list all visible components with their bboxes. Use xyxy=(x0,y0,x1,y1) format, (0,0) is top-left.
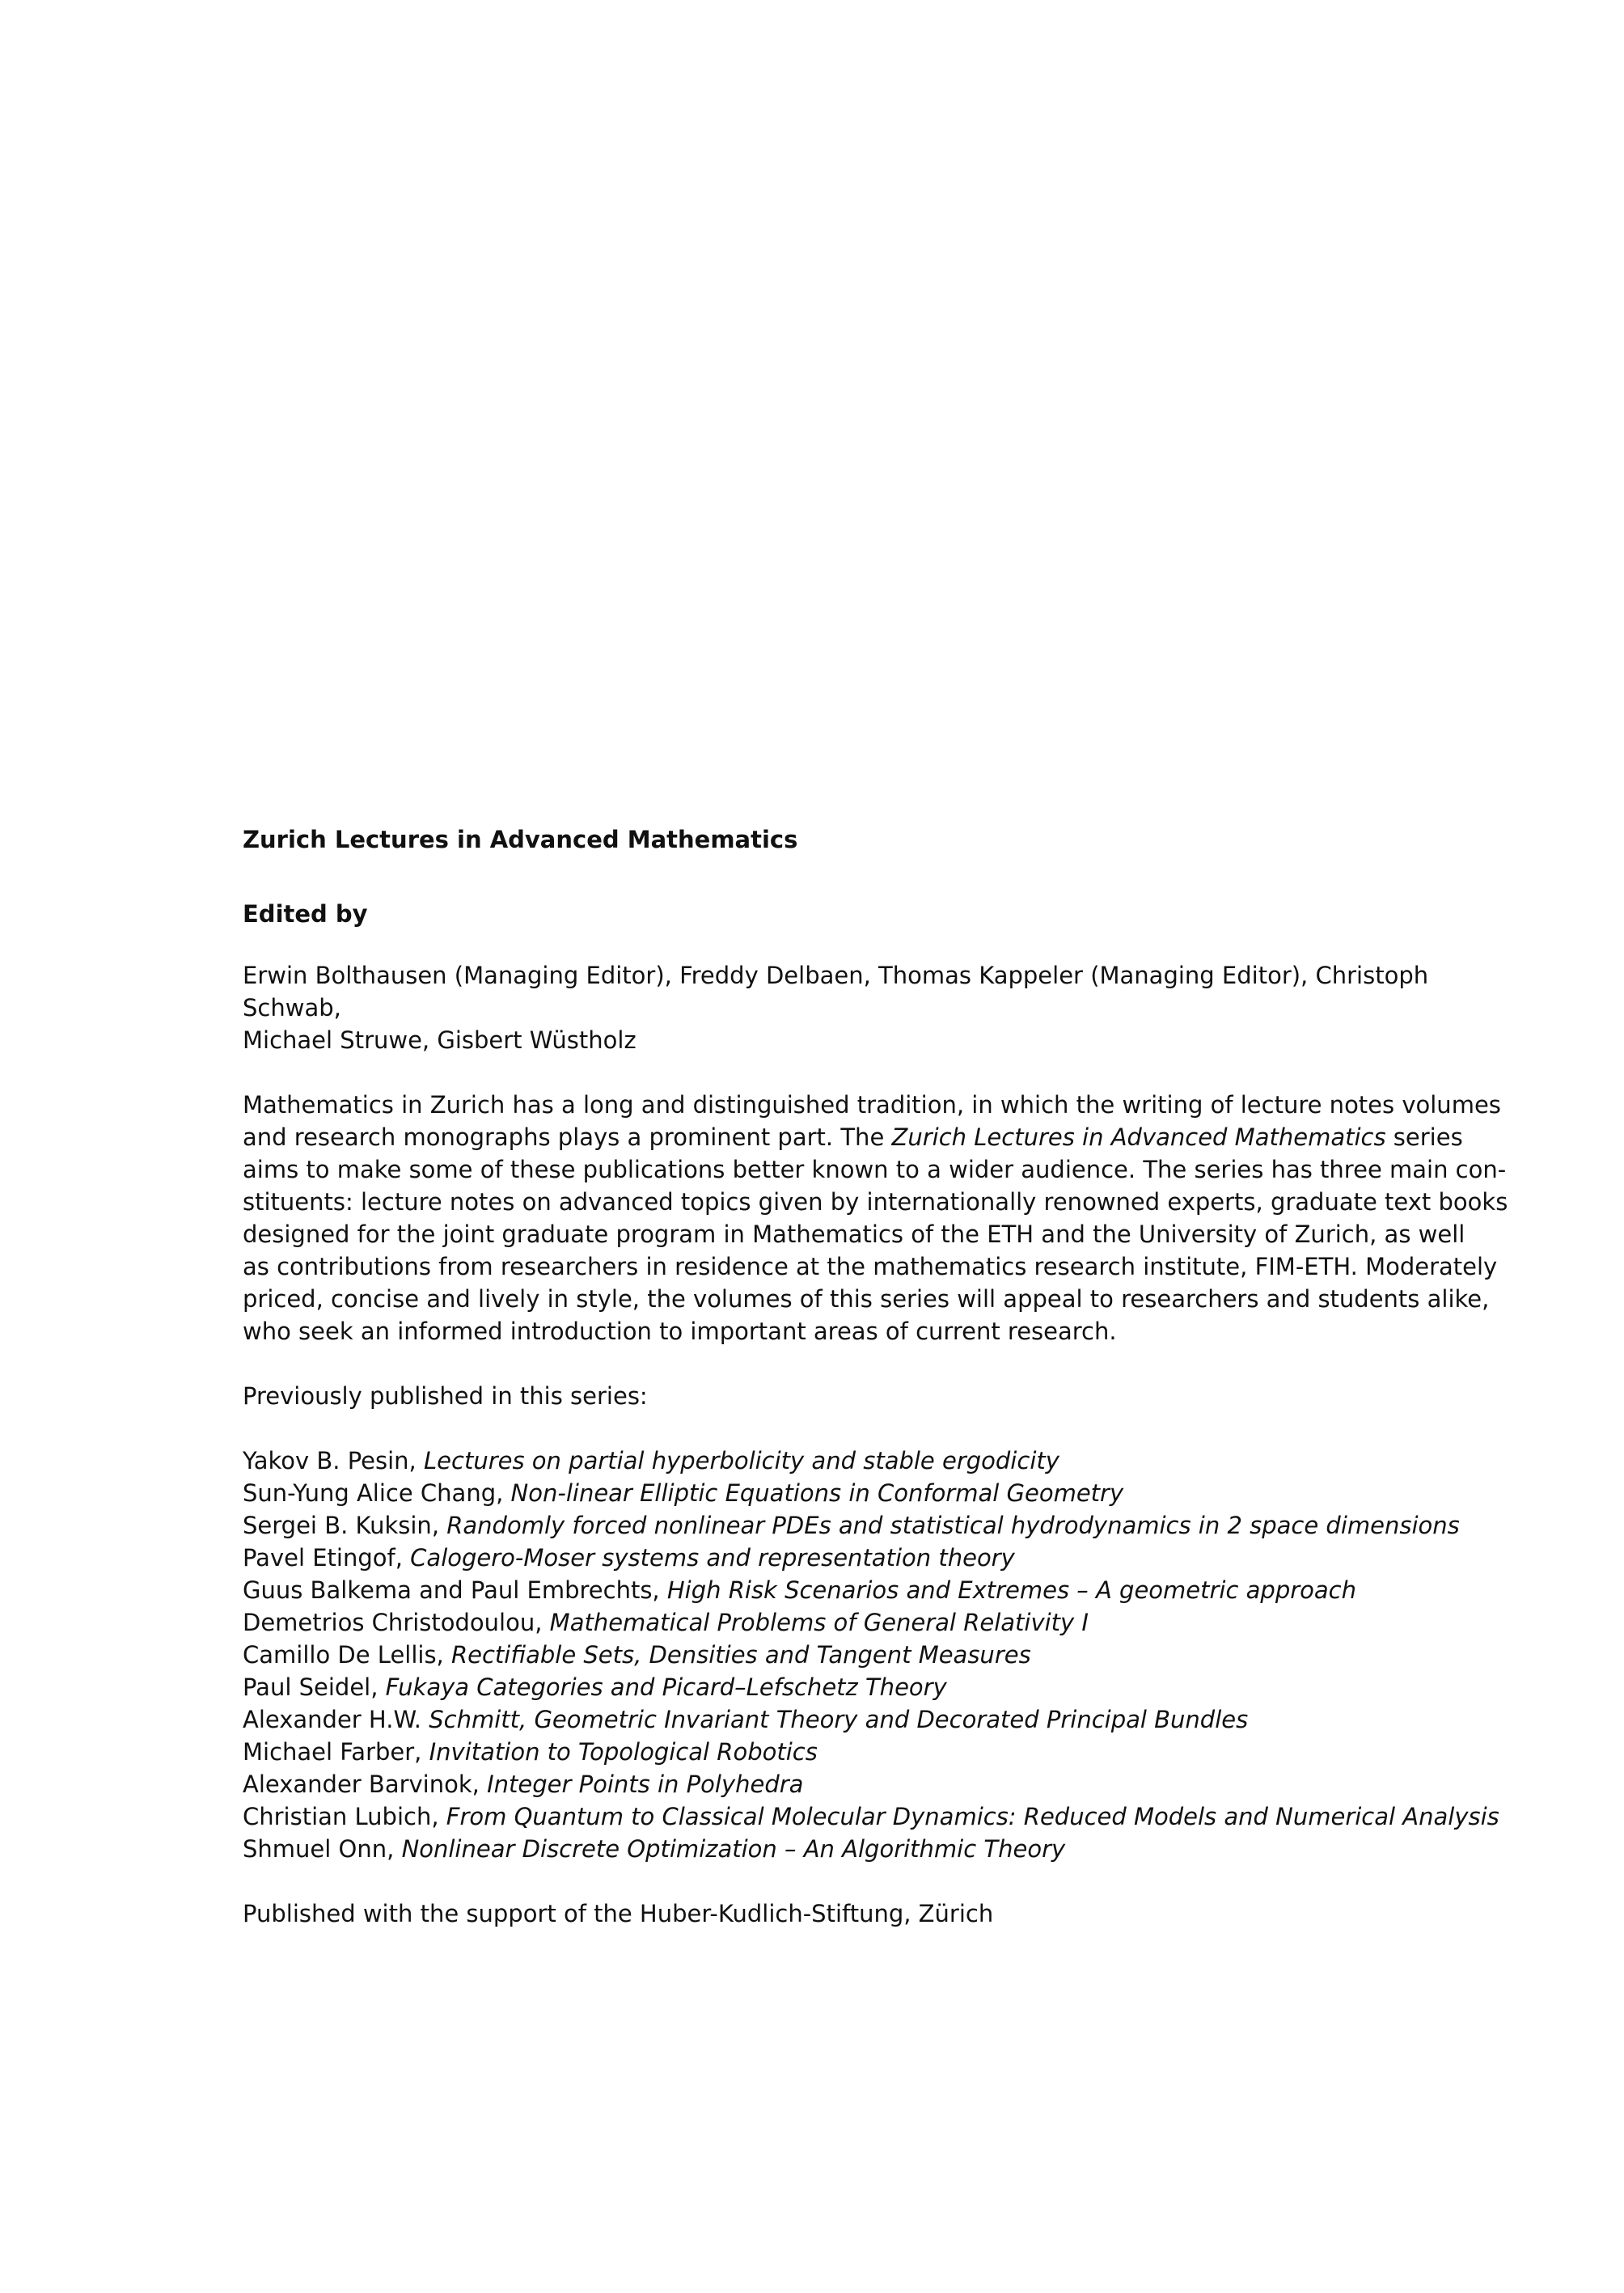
book-author: Sun-Yung Alice Chang, xyxy=(243,1479,511,1507)
book-title: Nonlinear Discrete Optimization – An Algorithmic Theory xyxy=(401,1835,1066,1863)
book-title: Rectifiable Sets, Densities and Tangent Measures xyxy=(451,1641,1031,1669)
book-title: From Quantum to Classical Molecular Dynamics: Reduced Models and Numerical Analysis xyxy=(446,1803,1499,1830)
book-entry xyxy=(243,1703,1440,1736)
book-entry xyxy=(243,1509,1460,1542)
book-author: Yakov B. Pesin, xyxy=(243,1447,424,1474)
book-author: Pavel Etingof, xyxy=(243,1544,411,1572)
series-description xyxy=(243,1089,1508,1347)
book-author: Alexander H.W. xyxy=(243,1706,429,1733)
book-title: Mathematical Problems of General Relativity I xyxy=(549,1609,1089,1636)
description-line: Mathematics in Zurich has a long and distinguished tradition, in which the writing of lecture notes volumes xyxy=(243,1091,1501,1119)
book-author: Camillo De Lellis, xyxy=(243,1641,451,1669)
book-entry xyxy=(243,1445,1440,1477)
book-entry xyxy=(243,1768,1440,1800)
book-title: Invitation to Topological Robotics xyxy=(429,1738,818,1766)
description-line: as contributions from researchers in residence at the mathematics research institute, FIM-ETH. Moderately xyxy=(243,1253,1498,1280)
book-author: Demetrios Christodoulou, xyxy=(243,1609,550,1636)
book-entry xyxy=(243,1833,1440,1865)
book-title: High Risk Scenarios and Extremes – A geometric approach xyxy=(666,1576,1357,1604)
book-title: Lectures on partial hyperbolicity and stable ergodicity xyxy=(424,1447,1059,1474)
editors-line: Michael Struwe, Gisbert Wüstholz xyxy=(243,1026,636,1054)
book-entry xyxy=(243,1736,1440,1768)
book-author: Sergei B. Kuksin, xyxy=(243,1512,447,1539)
description-line xyxy=(243,1121,1463,1153)
series-name-italic: Zurich Lectures in Advanced Mathematics xyxy=(891,1123,1386,1151)
book-author: Paul Seidel, xyxy=(243,1673,386,1701)
description-text: series xyxy=(1385,1123,1463,1151)
editors-line: Erwin Bolthausen (Managing Editor), Freddy Delbaen, Thomas Kappeler (Managing Editor), Christoph Schwab, xyxy=(243,962,1429,1022)
book-list xyxy=(243,1445,1499,1865)
description-line: stituents: lecture notes on advanced topics given by internationally renowned experts, graduate text books xyxy=(243,1188,1508,1216)
description-line: priced, concise and lively in style, the volumes of this series will appeal to researchers and students alike, xyxy=(243,1285,1490,1313)
book-entry xyxy=(243,1542,1440,1574)
page-content xyxy=(243,823,1508,1930)
book-entry xyxy=(243,1477,1440,1509)
book-title: Integer Points in Polyhedra xyxy=(487,1771,804,1798)
book-entry xyxy=(243,1800,1499,1833)
book-entry xyxy=(243,1574,1440,1606)
book-entry xyxy=(243,1606,1440,1639)
description-line: aims to make some of these publications better known to a wider audience. The series has three main con- xyxy=(243,1156,1507,1183)
description-text: and research monographs plays a prominent part. The xyxy=(243,1123,892,1151)
book-author: Michael Farber, xyxy=(243,1738,429,1766)
book-title: Randomly forced nonlinear PDEs and statistical hydrodynamics in 2 space dimensions xyxy=(446,1512,1460,1539)
book-entry xyxy=(243,1639,1440,1671)
description-line: who seek an informed introduction to important areas of current research. xyxy=(243,1318,1117,1345)
book-author: Alexander Barvinok, xyxy=(243,1771,488,1798)
edited-by-label: Edited by xyxy=(243,900,368,928)
series-title: Zurich Lectures in Advanced Mathematics xyxy=(243,826,798,853)
book-author: Guus Balkema and Paul Embrechts, xyxy=(243,1576,667,1604)
book-title: Fukaya Categories and Picard–Lefschetz Theory xyxy=(385,1673,947,1701)
book-title: Schmitt, Geometric Invariant Theory and Decorated Principal Bundles xyxy=(429,1706,1249,1733)
book-author: Christian Lubich, xyxy=(243,1803,446,1830)
previously-published-heading: Previously published in this series: xyxy=(243,1382,648,1410)
support-note: Published with the support of the Huber-Kudlich-Stiftung, Zürich xyxy=(243,1900,994,1927)
book-title: Calogero-Moser systems and representation theory xyxy=(410,1544,1015,1572)
description-line: designed for the joint graduate program in Mathematics of the ETH and the University of Zurich, as well xyxy=(243,1221,1465,1248)
book-entry xyxy=(243,1671,1440,1703)
book-title: Non-linear Elliptic Equations in Conformal Geometry xyxy=(510,1479,1124,1507)
editors-list xyxy=(243,959,1440,1056)
book-author: Shmuel Onn, xyxy=(243,1835,402,1863)
